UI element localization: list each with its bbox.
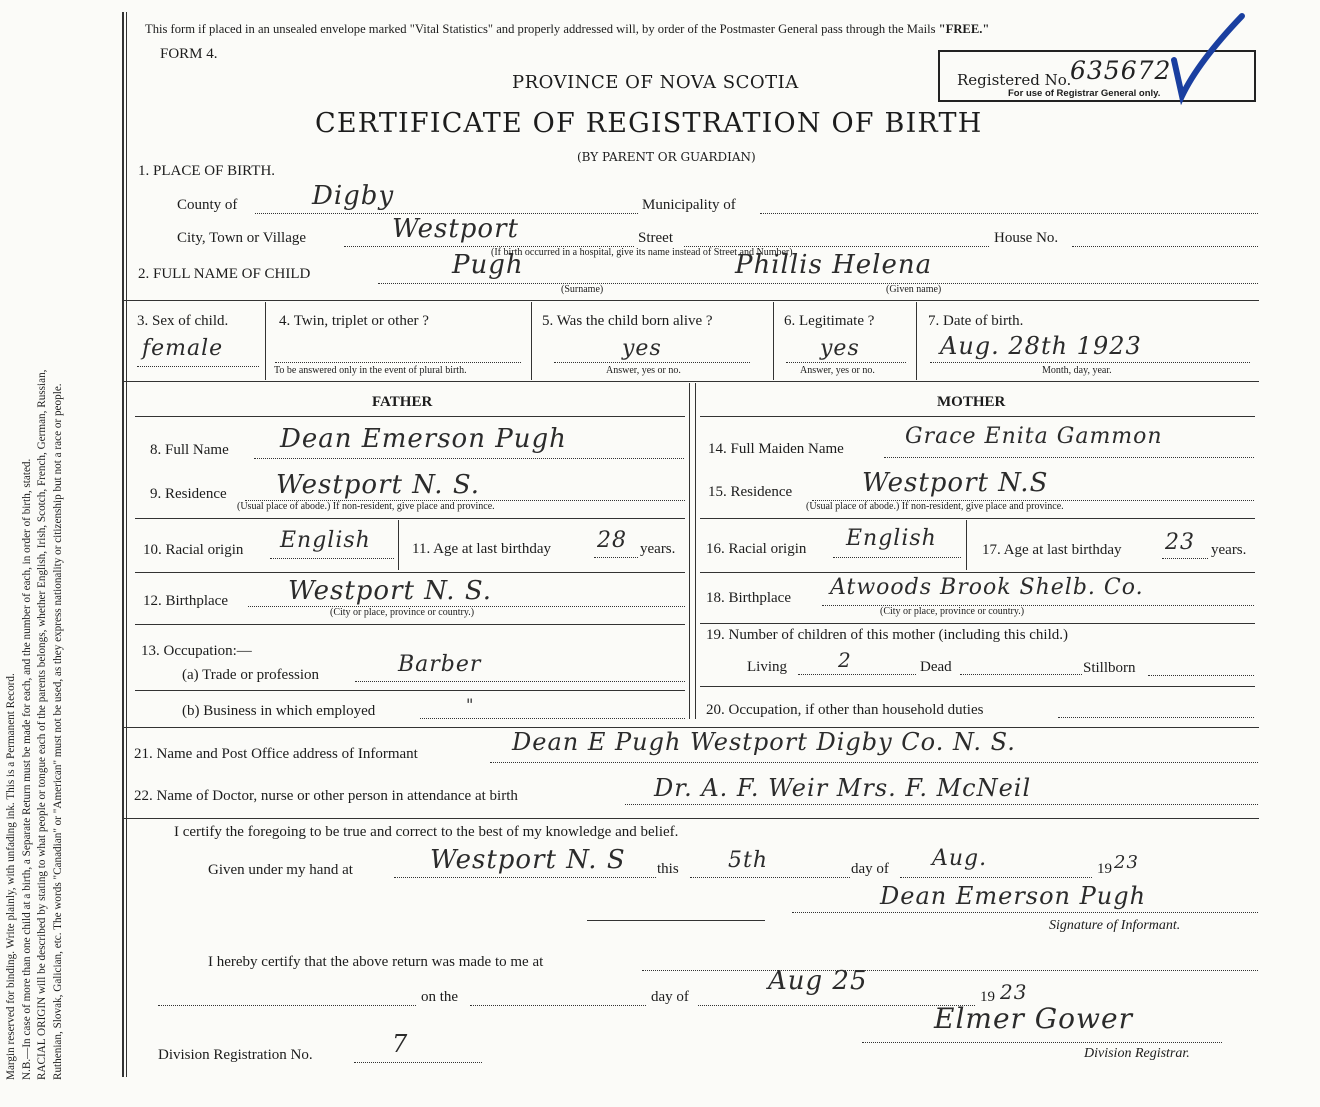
mother-racial-label: 16. Racial origin [706, 541, 807, 557]
certify-day: 5th [728, 848, 769, 873]
registrar-year: 23 [1000, 980, 1028, 1004]
certify-year: 23 [1114, 852, 1139, 873]
sex-value: female [142, 336, 224, 361]
mother-children-label: 19. Number of children of this mother (including this child.) [706, 627, 1069, 643]
mother-age: 23 [1165, 530, 1195, 555]
document-subtitle: (BY PARENT OR GUARDIAN) [577, 150, 756, 164]
mother-heading: MOTHER [937, 394, 1006, 410]
doctor-value: Dr. A. F. Weir Mrs. F. McNeil [654, 774, 1032, 802]
living-value: 2 [838, 648, 852, 672]
father-age-label: 11. Age at last birthday [412, 541, 551, 557]
father-birthplace: Westport N. S. [288, 576, 492, 606]
twin-label: 4. Twin, triplet or other ? [279, 313, 429, 329]
registrar-statement: I hereby certify that the above return was made to me at [208, 954, 544, 970]
mother-birthplace-label: 18. Birthplace [706, 590, 791, 606]
child-surname: Pugh [452, 250, 524, 280]
certify-year-prefix: 19 [1097, 861, 1112, 877]
registrar-date: Aug 25 [768, 966, 868, 996]
father-name-label: 8. Full Name [150, 442, 229, 458]
margin-note-binding: Margin reserved for binding. Write plainly, with unfading ink. This is a Permanent Record. [5, 673, 17, 1080]
father-residence-label: 9. Residence [150, 486, 227, 502]
father-occupation-label: 13. Occupation:— [141, 643, 252, 659]
father-racial-label: 10. Racial origin [143, 542, 244, 558]
margin-notes [4, 10, 66, 1080]
mother-residence: Westport N.S [862, 468, 1049, 498]
father-heading: FATHER [372, 394, 433, 410]
father-racial: English [280, 528, 371, 553]
living-label: Living [747, 659, 787, 675]
alive-value: yes [622, 336, 662, 361]
county-value: Digby [312, 181, 395, 211]
certify-month: Aug. [932, 846, 988, 871]
mother-age-years: years. [1211, 542, 1247, 558]
birth-date-note: Month, day, year. [1042, 365, 1112, 376]
registrar-signature-label: Division Registrar. [1084, 1046, 1190, 1061]
county-label: County of [177, 197, 238, 213]
registrar-signature: Elmer Gower [934, 1002, 1133, 1035]
division-registration-label: Division Registration No. [158, 1047, 313, 1063]
check-mark [1170, 12, 1250, 112]
surname-label: (Surname) [561, 284, 604, 295]
father-birthplace-label: 12. Birthplace [143, 593, 228, 609]
birth-date-value: Aug. 28th 1923 [940, 332, 1142, 360]
registrar-day-of-label: day of [651, 989, 689, 1005]
registrar-use-note: For use of Registrar General only. [1008, 88, 1161, 99]
legitimate-value: yes [820, 336, 860, 361]
alive-note: Answer, yes or no. [606, 365, 681, 376]
registrar-year-prefix: 19 [980, 989, 995, 1005]
dead-label: Dead [920, 659, 952, 675]
municipality-label: Municipality of [642, 197, 736, 213]
house-label: House No. [994, 230, 1059, 246]
registrar-on-the-label: on the [421, 989, 459, 1005]
mother-birthplace-note: (City or place, province or country.) [880, 606, 1025, 617]
mother-residence-label: 15. Residence [708, 484, 793, 500]
margin-note-racial-origin-2: Ruthenian, Slovak, Galician, etc. The words "Canadian" or "American" must not be used, as they express nationality or citizenship but not a race or people. [51, 383, 64, 1080]
father-residence-note: (Usual place of abode.) If non-resident, give place and province. [237, 501, 495, 512]
rule-before-row3 [122, 300, 1259, 301]
alive-label: 5. Was the child born alive ? [542, 313, 713, 329]
child-given-name: Phillis Helena [735, 250, 933, 280]
left-border [122, 12, 124, 1077]
hospital-note: (If birth occurred in a hospital, give its name instead of Street and Number) [491, 247, 793, 258]
left-border-inner [126, 12, 127, 1077]
father-age: 28 [597, 528, 627, 553]
this-label: this [657, 861, 679, 877]
rule-before-parents [122, 381, 1259, 382]
mother-birthplace: Atwoods Brook Shelb. Co. [830, 575, 1144, 600]
legitimate-note: Answer, yes or no. [800, 365, 875, 376]
informant-signature: Dean Emerson Pugh [880, 882, 1147, 910]
margin-note-racial-origin-1: RACIAL ORIGIN will be described by stating to what people or tongue each of the parents belongs, whether English, Irish, Scotch, French, German, Russian, [36, 369, 48, 1080]
mother-age-label: 17. Age at last birthday [982, 542, 1122, 558]
doctor-label: 22. Name of Doctor, nurse or other person in attendance at birth [134, 788, 518, 804]
city-value: Westport [392, 214, 519, 244]
province-heading: PROVINCE OF NOVA SCOTIA [512, 72, 799, 93]
street-label: Street [638, 230, 673, 246]
registered-number: 635672 [1070, 56, 1172, 85]
mail-notice [145, 22, 989, 37]
informant-value: Dean E Pugh Westport Digby Co. N. S. [512, 728, 1016, 756]
father-business: " [466, 695, 475, 714]
father-residence: Westport N. S. [276, 470, 480, 500]
child-name-label: 2. FULL NAME OF CHILD [138, 266, 311, 282]
father-name: Dean Emerson Pugh [280, 424, 567, 454]
document-title: CERTIFICATE OF REGISTRATION OF BIRTH [315, 108, 983, 139]
stillborn-label: Stillborn [1083, 660, 1136, 676]
informant-label: 21. Name and Post Office address of Informant [134, 746, 418, 762]
place-of-birth-heading: 1. PLACE OF BIRTH. [138, 163, 276, 179]
mother-name-label: 14. Full Maiden Name [708, 441, 844, 457]
mother-racial: English [846, 526, 937, 551]
mother-residence-note: (Usual place of abode.) If non-resident, give place and province. [806, 501, 1064, 512]
certify-statement: I certify the foregoing to be true and correct to the best of my knowledge and belief. [174, 824, 679, 840]
legitimate-label: 6. Legitimate ? [784, 313, 875, 329]
mail-notice-text: This form if placed in an unsealed envelope marked "Vital Statistics" and properly addressed will, by order of the Postmaster General pass through the Mails [145, 22, 936, 36]
given-place: Westport N. S [430, 845, 626, 875]
father-age-years: years. [640, 541, 676, 557]
birth-date-label: 7. Date of birth. [928, 313, 1024, 329]
registered-label: Registered No. [957, 71, 1072, 89]
twin-note: To be answered only in the event of plural birth. [274, 365, 467, 376]
city-label: City, Town or Village [177, 230, 307, 246]
given-name-label: (Given name) [886, 284, 942, 295]
division-registration-no: 7 [392, 1030, 409, 1058]
father-business-label: (b) Business in which employed [182, 703, 376, 719]
free-label: "FREE." [938, 22, 990, 36]
mother-name: Grace Enita Gammon [905, 424, 1163, 449]
day-of-label: day of [851, 861, 889, 877]
father-birthplace-note: (City or place, province or country.) [330, 607, 475, 618]
informant-signature-label: Signature of Informant. [1049, 918, 1181, 933]
given-label: Given under my hand at [208, 862, 353, 878]
mother-occupation-label: 20. Occupation, if other than household duties [706, 702, 984, 718]
form-number: FORM 4. [160, 46, 218, 62]
father-trade-label: (a) Trade or profession [182, 667, 320, 683]
father-trade: Barber [398, 652, 482, 677]
margin-note-plural-birth: N.B.—In case of more than one child at a birth, a Separate Return must be made for each, and the number of each, in order of birth, stated. [20, 458, 33, 1080]
sex-label: 3. Sex of child. [137, 313, 229, 329]
